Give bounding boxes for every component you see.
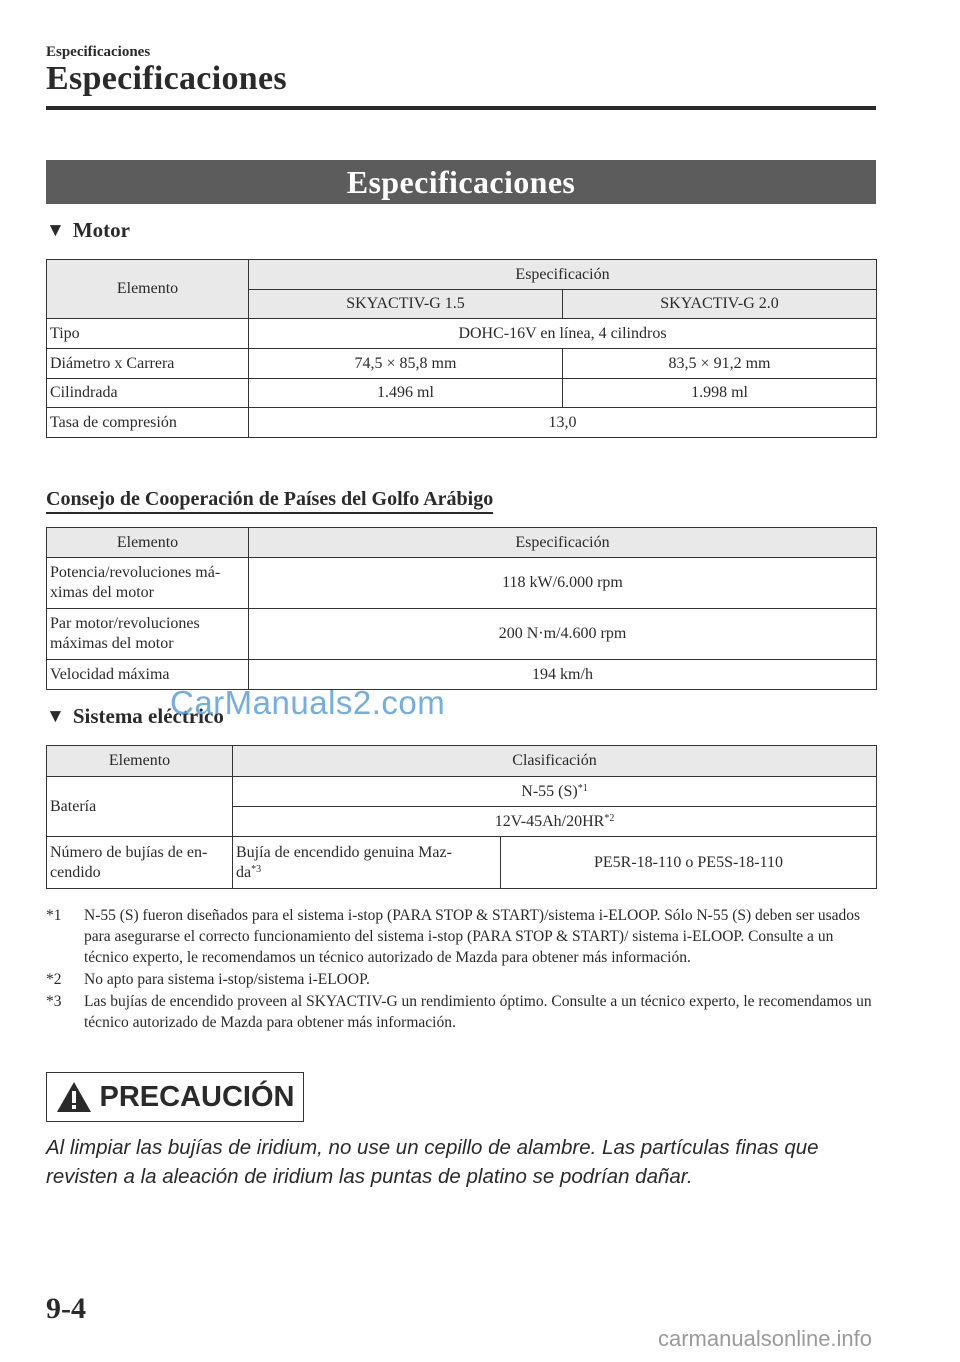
column-header-engine-2-0: SKYACTIV-G 2.0: [563, 290, 877, 319]
caution-label-box: [46, 1072, 304, 1122]
row-label: [47, 609, 249, 660]
row-value: [233, 777, 877, 807]
row-label: Batería: [47, 777, 233, 837]
row-label: Diámetro x Carrera: [47, 349, 249, 379]
row-label: Velocidad máxima: [47, 660, 249, 690]
row-value: PE5R-18-110 o PE5S-18-110: [501, 837, 877, 889]
section-heading-label: Motor: [72, 218, 130, 242]
row-label-line: Número de bujías de en-: [50, 843, 208, 861]
footnote-text: N-55 (S) fueron diseñados para el sistema i-stop (PARA STOP & START)/sistema i-ELOOP. Sólo N-55 (S) deben ser usados para asegurarse el correcto funcionamiento del sistema i-stop (PARA STOP & START)/ sistema i-ELOOP. Consulte a un técnico experto, le recomendamos un técnico autorizado de Mazda para obtener más información.: [84, 907, 861, 966]
page-title: Especificaciones: [46, 60, 287, 97]
spark-plug-type-line: [236, 863, 496, 883]
column-header-classification: Clasificación: [233, 746, 877, 777]
row-value: [233, 807, 877, 837]
column-header-item: Elemento: [47, 260, 249, 319]
battery-type: N-55 (S): [521, 782, 578, 800]
motor-spec-table: [46, 259, 877, 438]
footer-watermark: carmanualsonline.info: [658, 1326, 873, 1351]
table-row: [47, 408, 877, 438]
table-row: [47, 379, 877, 408]
table-row: [47, 837, 877, 889]
footnote: [46, 969, 876, 990]
row-label: Tipo: [47, 319, 249, 349]
footnote-ref: *1: [577, 782, 588, 794]
triangle-down-icon: ▼: [46, 705, 65, 727]
row-value: 74,5 × 85,8 mm: [249, 349, 563, 379]
caution-label: PRECAUCIÓN: [99, 1080, 295, 1113]
section-heading-label: Sistema eléctrico: [72, 704, 224, 728]
table-row: [47, 609, 877, 660]
heading-divider: [46, 106, 876, 110]
column-header-spec: Especificación: [249, 260, 877, 290]
row-label-line: Par motor/revoluciones: [50, 615, 200, 632]
row-value: 118 kW/6.000 rpm: [249, 558, 877, 609]
page-number: 9-4: [46, 1292, 86, 1325]
spark-plug-type-text: da: [236, 863, 252, 881]
footnote-ref: *3: [251, 863, 262, 875]
spark-plug-type: [233, 837, 501, 889]
table-row: [47, 558, 877, 609]
section-heading-motor: [46, 218, 130, 243]
caution-text: Al limpiar las bujías de iridium, no use un cepillo de alambre. Las partículas finas que revisten a la aleación de iridium las puntas de platino se podrían dañar.: [46, 1136, 819, 1188]
row-label: Tasa de compresión: [47, 408, 249, 438]
spark-plug-type-line: Bujía de encendido genuina Maz-: [236, 843, 452, 861]
table-row: [47, 777, 877, 807]
running-head: Especificaciones: [46, 44, 151, 60]
row-label-line: máximas del motor: [50, 635, 174, 652]
row-label: [47, 837, 233, 889]
gcc-subheading: Consejo de Cooperación de Países del Golfo Arábigo: [46, 488, 493, 514]
row-value: 200 N·m/4.600 rpm: [249, 609, 877, 660]
row-value: 13,0: [249, 408, 877, 438]
table-row: [47, 349, 877, 379]
row-label-line: ximas del motor: [50, 584, 154, 601]
footnotes: [46, 905, 876, 1034]
footnote-ref: *2: [604, 812, 615, 824]
row-value: 83,5 × 91,2 mm: [563, 349, 877, 379]
row-label: [47, 558, 249, 609]
row-value: 194 km/h: [249, 660, 877, 690]
footnote: [46, 991, 876, 1033]
column-header-spec: Especificación: [249, 528, 877, 558]
triangle-down-icon: ▼: [46, 219, 65, 241]
column-header-item: Elemento: [47, 528, 249, 558]
footnote-mark: *3: [46, 993, 62, 1010]
warning-triangle-icon: [56, 1081, 92, 1113]
footnote-mark: *1: [46, 907, 62, 924]
footnote-mark: *2: [46, 971, 62, 988]
column-header-item: Elemento: [47, 746, 233, 777]
row-value: DOHC-16V en línea, 4 cilindros: [249, 319, 877, 349]
table-row: [47, 319, 877, 349]
row-value: 1.998 ml: [563, 379, 877, 408]
footnote: [46, 905, 876, 968]
column-header-engine-1-5: SKYACTIV-G 1.5: [249, 290, 563, 319]
row-label-line: Potencia/revoluciones má-: [50, 564, 221, 581]
electrical-spec-table: [46, 745, 877, 889]
watermark: CarManuals2.com: [170, 684, 446, 721]
row-label-line: cendido: [50, 863, 101, 881]
chapter-banner: Especificaciones: [46, 160, 876, 204]
footnote-text: No apto para sistema i-stop/sistema i-ELOOP.: [84, 971, 370, 988]
row-label: Cilindrada: [47, 379, 249, 408]
footnote-text: Las bujías de encendido proveen al SKYACTIV-G un rendimiento óptimo. Consulte a un técnico experto, le recomendamos un técnico autorizado de Mazda para obtener más información.: [84, 993, 872, 1031]
gcc-spec-table: [46, 527, 877, 690]
row-value: 1.496 ml: [249, 379, 563, 408]
battery-type: 12V-45Ah/20HR: [494, 812, 605, 830]
